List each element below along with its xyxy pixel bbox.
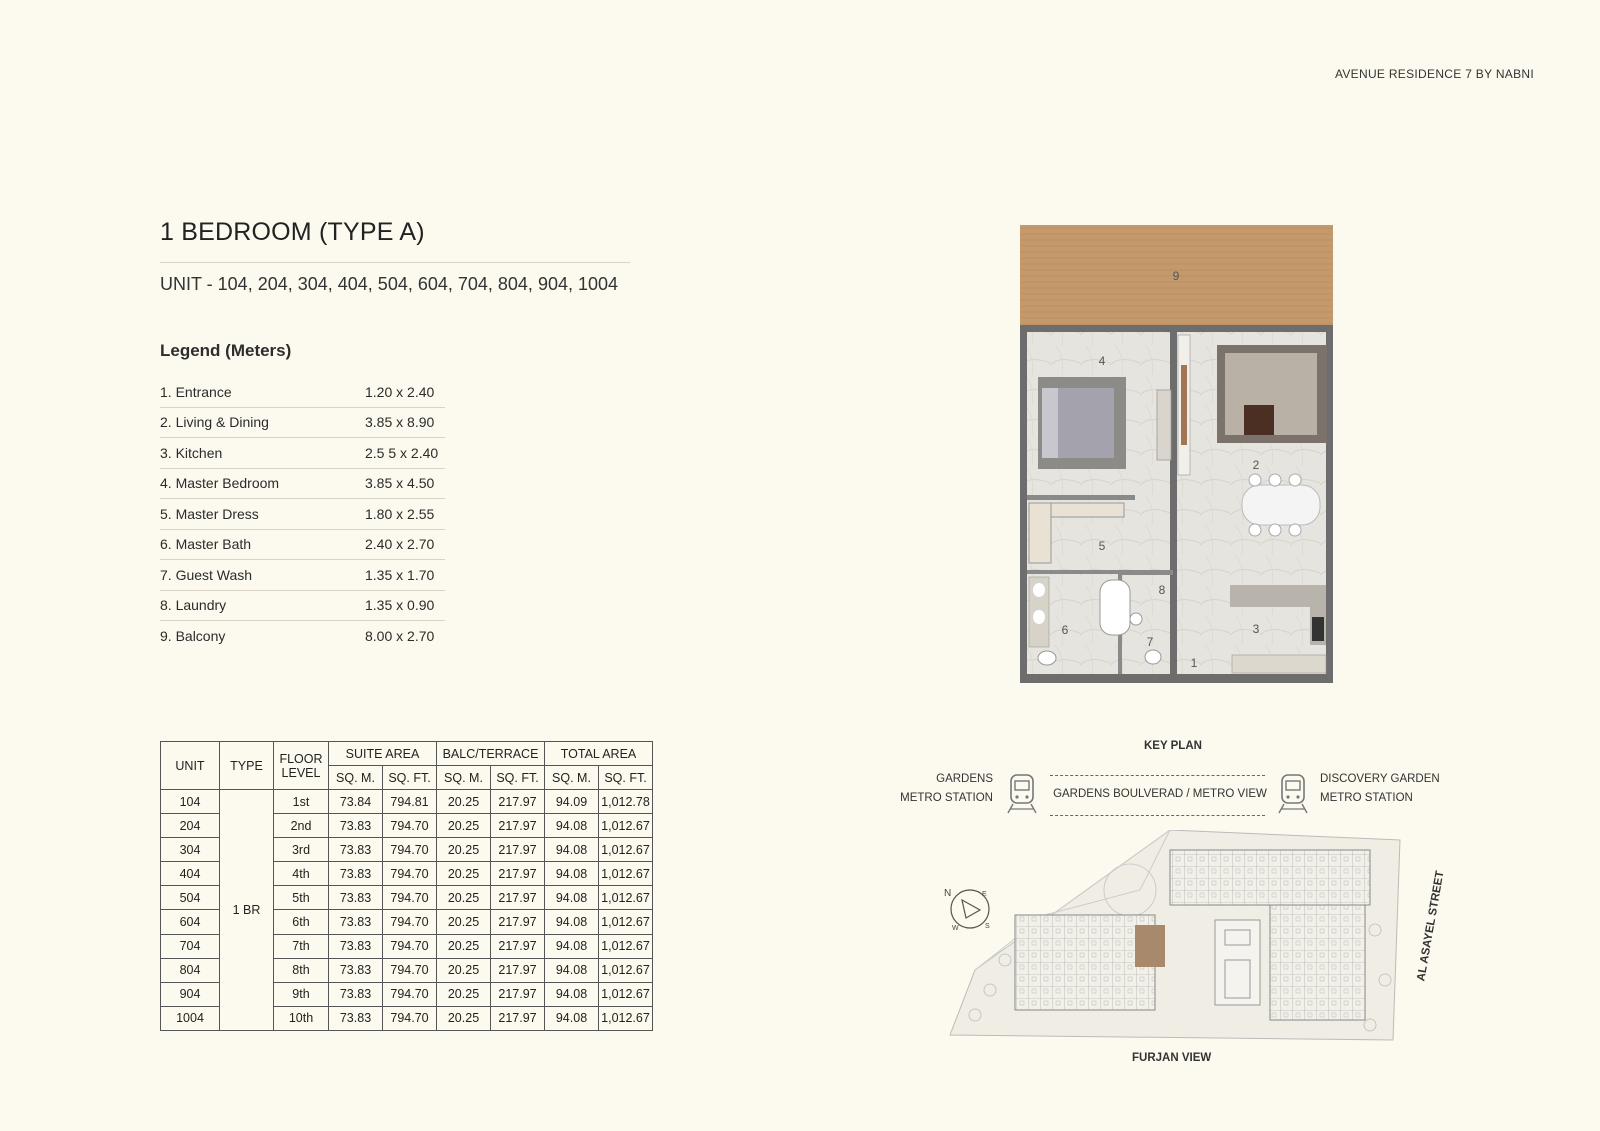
legend-item-name: 5. Master Dress xyxy=(160,505,259,522)
legend-item xyxy=(160,408,445,439)
room-label: 3 xyxy=(1252,622,1260,636)
station-name: GARDENS xyxy=(936,773,993,785)
cell-unit: 904 xyxy=(161,982,220,1006)
room-label: 7 xyxy=(1146,635,1154,649)
cell-balc-sqft: 217.97 xyxy=(491,814,545,838)
compass-south: S xyxy=(985,923,990,930)
cell-suite-sqft: 794.70 xyxy=(383,1006,437,1030)
cell-suite-sqft: 794.70 xyxy=(383,838,437,862)
cell-total-sqft: 1,012.67 xyxy=(599,886,653,910)
legend-item xyxy=(160,438,445,469)
metro-train-icon xyxy=(1276,773,1310,815)
cell-total-sqft: 1,012.67 xyxy=(599,1006,653,1030)
header-total-area: TOTAL AREA xyxy=(545,742,653,766)
cell-total-sqm: 94.08 xyxy=(545,910,599,934)
cell-suite-sqft: 794.70 xyxy=(383,910,437,934)
cell-suite-sqm: 73.83 xyxy=(329,814,383,838)
cell-floor: 1st xyxy=(274,790,329,814)
legend-item xyxy=(160,530,445,561)
room-label: 1 xyxy=(1190,656,1198,670)
cell-suite-sqft: 794.81 xyxy=(383,790,437,814)
cell-balc-sqm: 20.25 xyxy=(437,886,491,910)
compass-north: N xyxy=(944,888,952,899)
cell-total-sqm: 94.08 xyxy=(545,862,599,886)
legend-item-dimension: 2.5 5 x 2.40 xyxy=(365,444,439,461)
cell-balc-sqft: 217.97 xyxy=(491,862,545,886)
legend-item-dimension: 1.20 x 2.40 xyxy=(365,383,435,400)
table-row xyxy=(161,790,653,814)
cell-floor: 7th xyxy=(274,934,329,958)
legend-item xyxy=(160,377,445,408)
cell-total-sqm: 94.08 xyxy=(545,958,599,982)
cell-balc-sqm: 20.25 xyxy=(437,910,491,934)
room-label: 4 xyxy=(1098,354,1106,368)
cell-unit: 1004 xyxy=(161,1006,220,1030)
cell-floor: 6th xyxy=(274,910,329,934)
cell-floor: 5th xyxy=(274,886,329,910)
legend-item-dimension: 2.40 x 2.70 xyxy=(365,536,435,553)
legend-item-name: 8. Laundry xyxy=(160,597,227,614)
page-title: 1 BEDROOM (TYPE A) xyxy=(160,218,425,246)
cell-total-sqft: 1,012.78 xyxy=(599,790,653,814)
cell-balc-sqft: 217.97 xyxy=(491,910,545,934)
header-sqm: SQ. M. xyxy=(437,766,491,790)
unit-list: UNIT - 104, 204, 304, 404, 504, 604, 704, 804, 904, 1004 xyxy=(160,274,619,294)
cell-unit: 204 xyxy=(161,814,220,838)
cell-floor: 4th xyxy=(274,862,329,886)
cell-total-sqft: 1,012.67 xyxy=(599,910,653,934)
unit-highlight xyxy=(1135,925,1165,967)
compass-east: E xyxy=(982,891,987,898)
cell-balc-sqft: 217.97 xyxy=(491,982,545,1006)
gardens-metro-label xyxy=(880,770,993,808)
cell-suite-sqm: 73.83 xyxy=(329,934,383,958)
legend-item-dimension: 8.00 x 2.70 xyxy=(365,627,435,644)
metro-view-label: GARDENS BOULVERAD / METRO VIEW xyxy=(1053,788,1267,800)
furjan-view-label: FURJAN VIEW xyxy=(1132,1052,1212,1064)
cell-total-sqm: 94.08 xyxy=(545,934,599,958)
legend-item-name: 3. Kitchen xyxy=(160,444,223,461)
cell-balc-sqm: 20.25 xyxy=(437,1006,491,1030)
legend-item-dimension: 1.35 x 0.90 xyxy=(365,597,435,614)
cell-unit: 404 xyxy=(161,862,220,886)
cell-floor: 2nd xyxy=(274,814,329,838)
cell-balc-sqm: 20.25 xyxy=(437,790,491,814)
cell-balc-sqm: 20.25 xyxy=(437,958,491,982)
metro-train-icon xyxy=(1005,773,1039,815)
cell-suite-sqm: 73.84 xyxy=(329,790,383,814)
cell-suite-sqm: 73.83 xyxy=(329,862,383,886)
cell-balc-sqft: 217.97 xyxy=(491,838,545,862)
legend-item-name: 6. Master Bath xyxy=(160,536,252,553)
header-floor: FLOOR LEVEL xyxy=(274,742,329,790)
header-type: TYPE xyxy=(220,742,274,790)
cell-total-sqm: 94.09 xyxy=(545,790,599,814)
cell-type: 1 BR xyxy=(220,790,274,1031)
legend-item-name: 2. Living & Dining xyxy=(160,414,269,431)
legend-item-dimension: 1.80 x 2.55 xyxy=(365,505,435,522)
cell-balc-sqft: 217.97 xyxy=(491,958,545,982)
cell-total-sqft: 1,012.67 xyxy=(599,982,653,1006)
brand-name: AVENUE RESIDENCE 7 BY NABNI xyxy=(1334,67,1534,81)
cell-suite-sqm: 73.83 xyxy=(329,910,383,934)
station-type: METRO STATION xyxy=(900,792,993,804)
cell-unit: 304 xyxy=(161,838,220,862)
cell-total-sqm: 94.08 xyxy=(545,814,599,838)
legend-item-name: 7. Guest Wash xyxy=(160,566,253,583)
title-divider xyxy=(160,262,630,263)
cell-floor: 9th xyxy=(274,982,329,1006)
cell-balc-sqft: 217.97 xyxy=(491,790,545,814)
cell-total-sqm: 94.08 xyxy=(545,1006,599,1030)
cell-unit: 504 xyxy=(161,886,220,910)
legend-item xyxy=(160,469,445,500)
header-unit: UNIT xyxy=(161,742,220,790)
legend-item-name: 9. Balcony xyxy=(160,627,226,644)
cell-unit: 804 xyxy=(161,958,220,982)
cell-total-sqft: 1,012.67 xyxy=(599,862,653,886)
floor-plan xyxy=(1020,225,1333,683)
cell-total-sqft: 1,012.67 xyxy=(599,838,653,862)
cell-balc-sqm: 20.25 xyxy=(437,838,491,862)
compass-west: W xyxy=(952,925,959,932)
legend-item-dimension: 3.85 x 8.90 xyxy=(365,414,435,431)
legend-item-dimension: 1.35 x 1.70 xyxy=(365,566,435,583)
cell-total-sqft: 1,012.67 xyxy=(599,934,653,958)
legend-item xyxy=(160,621,445,651)
room-label: 6 xyxy=(1061,623,1069,637)
room-label: 8 xyxy=(1158,583,1166,597)
site-plan xyxy=(945,830,1405,1048)
cell-suite-sqm: 73.83 xyxy=(329,958,383,982)
cell-suite-sqft: 794.70 xyxy=(383,982,437,1006)
cell-suite-sqft: 794.70 xyxy=(383,814,437,838)
legend-list xyxy=(160,377,445,651)
cell-balc-sqft: 217.97 xyxy=(491,934,545,958)
cell-suite-sqft: 794.70 xyxy=(383,958,437,982)
street-label: AL ASAYEL STREET xyxy=(1415,869,1447,983)
cell-total-sqft: 1,012.67 xyxy=(599,814,653,838)
cell-unit: 104 xyxy=(161,790,220,814)
cell-suite-sqft: 794.70 xyxy=(383,862,437,886)
legend-item xyxy=(160,499,445,530)
header-sqm: SQ. M. xyxy=(329,766,383,790)
header-balc-terrace: BALC/TERRACE xyxy=(437,742,545,766)
legend-item-dimension: 3.85 x 4.50 xyxy=(365,475,435,492)
legend-item-name: 1. Entrance xyxy=(160,383,232,400)
cell-total-sqft: 1,012.67 xyxy=(599,958,653,982)
cell-suite-sqft: 794.70 xyxy=(383,886,437,910)
cell-balc-sqm: 20.25 xyxy=(437,982,491,1006)
cell-suite-sqm: 73.83 xyxy=(329,1006,383,1030)
cell-floor: 10th xyxy=(274,1006,329,1030)
cell-suite-sqm: 73.83 xyxy=(329,838,383,862)
cell-suite-sqm: 73.83 xyxy=(329,982,383,1006)
station-name: DISCOVERY GARDEN xyxy=(1320,773,1440,785)
legend-item-name: 4. Master Bedroom xyxy=(160,475,280,492)
cell-unit: 704 xyxy=(161,934,220,958)
discovery-garden-metro-label xyxy=(1320,770,1440,808)
room-label: 2 xyxy=(1252,458,1260,472)
room-label: 9 xyxy=(1172,269,1180,283)
header-sqft: SQ. FT. xyxy=(383,766,437,790)
cell-suite-sqm: 73.83 xyxy=(329,886,383,910)
cell-suite-sqft: 794.70 xyxy=(383,934,437,958)
cell-balc-sqft: 217.97 xyxy=(491,1006,545,1030)
cell-total-sqm: 94.08 xyxy=(545,982,599,1006)
cell-floor: 3rd xyxy=(274,838,329,862)
legend-title: Legend (Meters) xyxy=(160,341,292,360)
cell-total-sqm: 94.08 xyxy=(545,886,599,910)
header-sqft: SQ. FT. xyxy=(491,766,545,790)
cell-balc-sqm: 20.25 xyxy=(437,814,491,838)
unit-area-table xyxy=(160,741,653,1031)
cell-balc-sqft: 217.97 xyxy=(491,886,545,910)
keyplan-title: KEY PLAN xyxy=(1144,740,1202,752)
legend-item xyxy=(160,591,445,622)
cell-total-sqm: 94.08 xyxy=(545,838,599,862)
station-type: METRO STATION xyxy=(1320,792,1413,804)
room-label: 5 xyxy=(1098,539,1106,553)
cell-balc-sqm: 20.25 xyxy=(437,862,491,886)
cell-unit: 604 xyxy=(161,910,220,934)
cell-balc-sqm: 20.25 xyxy=(437,934,491,958)
header-sqm: SQ. M. xyxy=(545,766,599,790)
floor-plan-drawing xyxy=(1020,225,1333,683)
header-sqft: SQ. FT. xyxy=(599,766,653,790)
legend-item xyxy=(160,560,445,591)
header-suite-area: SUITE AREA xyxy=(329,742,437,766)
cell-floor: 8th xyxy=(274,958,329,982)
